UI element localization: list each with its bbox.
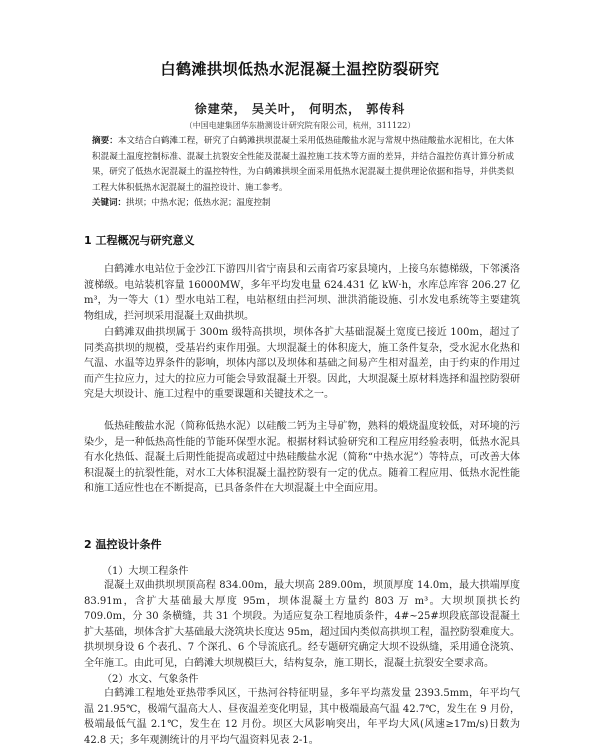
section2-paragraph-2: 白鹤滩工程地处亚热带季风区，干热河谷特征明显，多年平均蒸发量 2393.5mm，年平均气温 21.95℃，极端气温高大人、昼夜温差变化明显，其中极端最高气温 42.7℃，发生在 9 月份，极端最低气温 2.1℃，发生在 12 月份。坝区大风影响突出，年平均大风(风速≥17m/s)日数为 42.8 天；多年观测统计的月平均气温资料见表 2-1。 [84, 688, 520, 746]
subsection-2-title: （2）水文、气象条件 [102, 674, 199, 685]
section-heading-1: 1 工程概况与研究意义 [84, 234, 195, 247]
paper-title: 白鹤滩拱坝低热水泥混凝土温控防裂研究 [160, 60, 440, 78]
section1-paragraph-2: 白鹤滩双曲拱坝属于 300m 级特高拱坝，坝体各扩大基础混凝土宽度已接近 100m，超过了同类高拱坝的规模，受基岩约束作用强。大坝混凝土的体积庞大，施工条件复杂，受水泥水化热和气温、水温等边界条件的影响，坝体内部以及坝体和基础之间易产生相对温差，由于约束的作用过而产生拉应力，过大的拉应力可能会导致混凝土开裂。因此，大坝混凝土原材料选择和温控防裂研究是大坝设计、施工过程中的重要课题和关键技术之一。 [84, 327, 520, 400]
subsection-1-title: （1）大坝工程条件 [102, 566, 189, 577]
keywords-text: 拱坝；中热水泥；低热水泥；温度控制 [126, 198, 271, 208]
section-heading-2: 2 温控设计条件 [84, 538, 162, 551]
affiliation: （中国电建集团华东勘测设计研究院有限公司，杭州，311122） [184, 121, 416, 130]
abstract-label: 摘要： [92, 136, 118, 146]
section2-paragraph-1: 混凝土双曲拱坝坝顶高程 834.00m，最大坝高 289.00m，坝顶厚度 14.0m，最大拱端厚度 83.91m，含扩大基础最大厚度 95m，坝体混凝土方量约 803 万 m³。大坝坝顶拱长约 709.0m，分 30 条横缝，共 31 个坝段。为适应复杂工程地质条件，4#~25#坝段底部设混凝土扩大基础，坝体含扩大基础最大浇筑块长度达 95m，超过国内类似高拱坝工程，温控防裂难度大。拱坝坝身设 6 个表孔、7 个深孔、6 个导流底孔。经专题研究确定大坝不设纵缝，采用通仓浇筑、全年施工。由此可见，白鹤滩大坝规模巨大，结构复杂，施工期长，混凝土抗裂安全要求高。 [84, 580, 520, 669]
keywords-label: 关键词： [92, 198, 127, 208]
abstract [92, 134, 514, 196]
section1-paragraph-1: 白鹤滩水电站位于金沙江下游四川省宁南县和云南省巧家县境内，上接乌东德梯级，下邻溪洛渡梯级。电站装机容量 16000MW，多年平均发电量 624.431 亿 kW·h，水库总库容 206.27 亿 m³，为一等大（1）型水电站工程，电站枢纽由拦河坝、泄洪消能设施、引水发电系统等主要建筑物组成，拦河坝采用混凝土双曲拱坝。 [84, 264, 520, 322]
section1-paragraph-3: 低热硅酸盐水泥（简称低热水泥）以硅酸二钙为主导矿物，熟料的煅烧温度较低，对环境的污染少，是一种低热高性能的节能环保型水泥。根据材料试验研究和工程应用经验表明，低热水泥具有水化热低、混凝土后期性能提高或超过中热硅酸盐水泥（简称“中热水泥”）等特点，可改善大体积混凝土的抗裂性能，对水工大体积混凝土温控防裂有一定的优点。随着工程应用、低热水泥性能和施工适应性也在不断提高，已具备条件在大坝混凝土中全面应用。 [84, 421, 520, 494]
authors: 徐建荣， 吴关叶， 何明杰， 郭传科 [194, 102, 406, 116]
abstract-block [92, 134, 514, 212]
keywords [92, 196, 514, 212]
abstract-text: 本文结合白鹤滩工程，研究了白鹤滩拱坝混凝土采用低热硅酸盐水泥与常规中热硅酸盐水泥相比，在大体积混凝土温度控制标准、混凝土抗裂安全性能及混凝土温控施工技术等方面的差异，并结合温控仿真计算分析成果，研究了低热水泥混凝土的温控特性，为白鹤滩拱坝全面采用低热水泥混凝土提供理论依据和指导，并供类似工程大体积低热水泥混凝土的温控设计、施工参考。 [92, 136, 514, 193]
